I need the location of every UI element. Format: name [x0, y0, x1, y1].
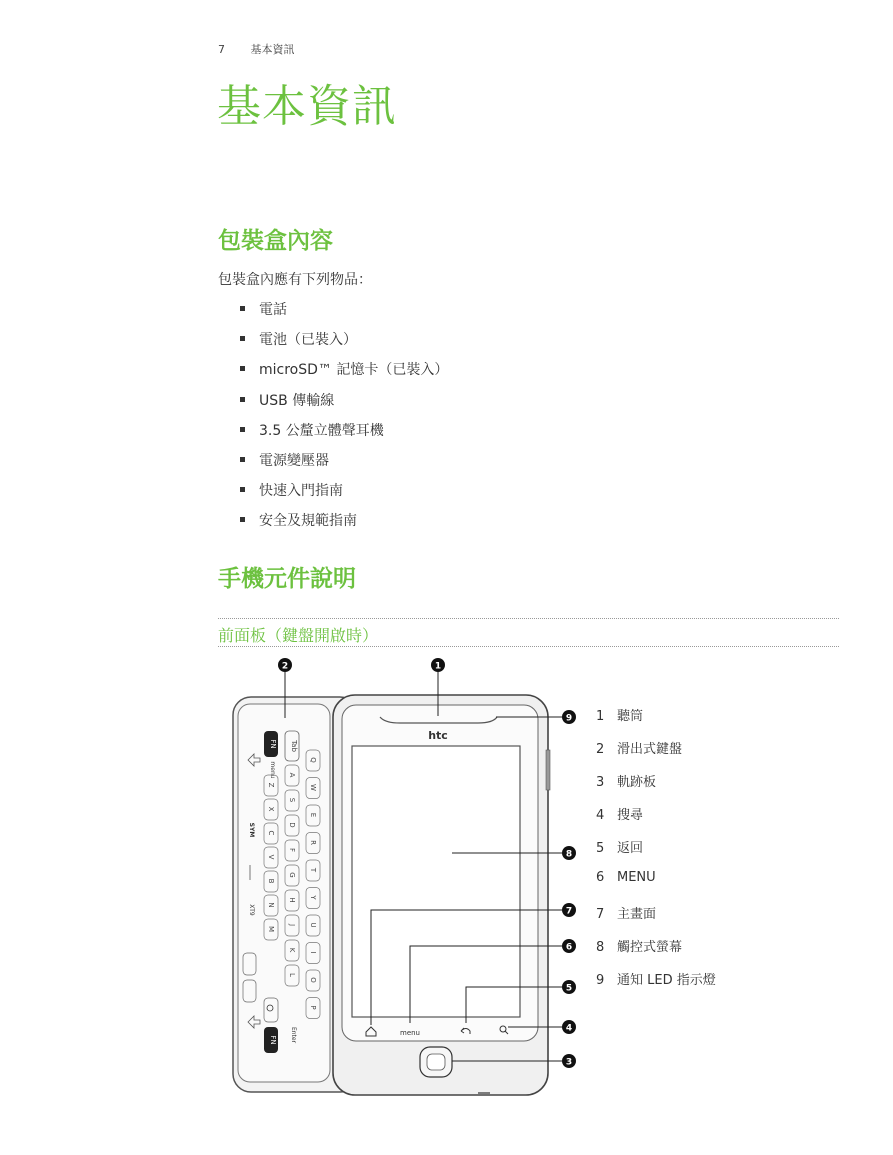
list-item: 安全及規範指南 — [240, 510, 448, 540]
key-e-label: E — [309, 812, 317, 818]
callout-9-number: 9 — [565, 713, 573, 724]
key-f-label: F — [288, 847, 296, 853]
key-k-label: K — [288, 947, 296, 953]
key-g-label: G — [288, 872, 296, 878]
legend-item: 6 MENU — [596, 870, 656, 885]
legend-item: 1 聽筒 — [596, 709, 644, 724]
key-w-label: W — [309, 784, 317, 791]
legend-item: 5 返回 — [596, 841, 644, 856]
callout-2-number: 2 — [281, 661, 289, 672]
page-title: 基本資訊 — [217, 81, 397, 132]
key-j-label: J — [288, 923, 296, 927]
menu-key-label: menu — [400, 1029, 420, 1037]
list-item: USB 傳輸線 — [240, 390, 448, 420]
key-h-label: H — [288, 897, 296, 903]
list-item: microSD™ 記憶卡（已裝入） — [240, 359, 448, 389]
legend-item: 7 主畫面 — [596, 907, 657, 922]
list-item: 快速入門指南 — [240, 480, 448, 510]
key-y-label: Y — [309, 895, 317, 900]
running-header-section: 基本資訊 — [250, 43, 295, 56]
components-heading: 手機元件說明 — [218, 566, 356, 592]
callout-4-number: 4 — [565, 1023, 573, 1034]
callout-8-number: 8 — [565, 849, 573, 860]
sym-key-label: SYM — [248, 822, 255, 838]
legend-item: 4 搜尋 — [596, 808, 644, 823]
key-m-label: M — [267, 925, 275, 933]
key-c-label: C — [267, 830, 275, 836]
key-s-label: S — [288, 797, 296, 803]
key-t-label: T — [309, 867, 317, 873]
legend-item: 9 通知 LED 指示燈 — [596, 973, 716, 988]
list-item: 電話 — [240, 299, 448, 329]
enter-key-label: Enter — [290, 1026, 297, 1044]
box-contents-heading: 包裝盒內容 — [218, 228, 333, 254]
menu-key-kb-label: menu — [269, 761, 276, 779]
legend-item: 3 軌跡板 — [596, 775, 657, 790]
list-item: 3.5 公釐立體聲耳機 — [240, 420, 448, 450]
key-l-label: L — [288, 973, 296, 977]
xt9-key-label: XT9 — [248, 904, 255, 916]
key-i-label: I — [309, 951, 317, 954]
key-b-label: B — [267, 878, 275, 884]
key-x-label: X — [267, 806, 275, 812]
key-d-label: D — [288, 822, 296, 828]
callout-5-number: 5 — [565, 983, 573, 994]
legend-item: 8 觸控式螢幕 — [596, 940, 683, 955]
key-o-label: O — [309, 977, 317, 983]
callout-1-number: 1 — [434, 661, 442, 672]
front-panel-subheading: 前面板（鍵盤開啟時） — [218, 618, 839, 647]
key-q-label: Q — [309, 757, 317, 763]
key-r-label: R — [309, 840, 317, 845]
svg-text:FN: FN — [269, 739, 277, 749]
callout-7-number: 7 — [565, 906, 573, 917]
key-a-label: A — [288, 772, 296, 778]
page-number: 7 — [218, 43, 225, 56]
key-n-label: N — [267, 902, 275, 908]
list-item: 電池（已裝入） — [240, 329, 448, 359]
tab-key-label: Tab — [290, 740, 298, 752]
touch-screen — [352, 746, 520, 1017]
callout-6-number: 6 — [565, 942, 573, 953]
brand-logo: htc — [428, 729, 448, 742]
key-p-label: P — [309, 1005, 317, 1010]
key-z-label: Z — [267, 782, 275, 788]
callout-3-number: 3 — [565, 1057, 573, 1068]
key-v-label: V — [267, 854, 275, 860]
legend-item: 2 滑出式鍵盤 — [596, 742, 683, 757]
svg-text:FN: FN — [269, 1035, 277, 1045]
key-u-label: U — [309, 922, 317, 928]
list-item: 電源變壓器 — [240, 450, 448, 480]
box-contents-intro: 包裝盒內應有下列物品： — [218, 272, 372, 288]
